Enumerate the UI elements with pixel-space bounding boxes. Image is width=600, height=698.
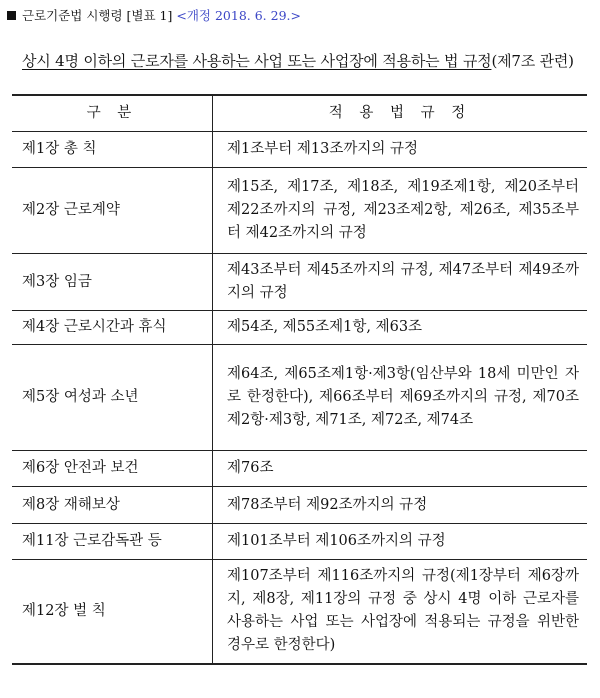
header-prefix: 근로기준법 시행령 [별표 1] <box>22 8 173 23</box>
black-square-icon <box>7 11 16 20</box>
table-row <box>12 132 587 168</box>
provisions-table <box>12 94 587 665</box>
chapter-cell: 제5장 여성과 소년 <box>12 345 213 451</box>
page-title <box>22 50 574 71</box>
table-row <box>12 487 587 524</box>
table-header-row <box>12 95 587 132</box>
provisions-cell: 제15조, 제17조, 제18조, 제19조제1항, 제20조부터 제22조까지의 규정, 제23조제2항, 제26조, 제35조부터 제42조까지의 규정 <box>213 168 588 254</box>
table-row <box>12 560 587 664</box>
provisions-cell: 제43조부터 제45조까지의 규정, 제47조부터 제49조까지의 규정 <box>213 254 588 311</box>
chapter-cell: 제8장 재해보상 <box>12 487 213 524</box>
column-header-category: 구 분 <box>12 95 213 132</box>
provisions-cell: 제107조부터 제116조까지의 규정(제1장부터 제6장까지, 제8장, 제11장의 규정 중 상시 4명 이하 근로자를 사용하는 사업 또는 사업장에 적용되는 규정을 위반한 경우로 한정한다) <box>213 560 588 664</box>
document-header <box>7 6 301 24</box>
title-main: 상시 4명 이하의 근로자를 사용하는 사업 또는 사업장에 적용하는 법 규정 <box>22 52 492 70</box>
table-row <box>12 311 587 345</box>
column-header-provisions: 적 용 법 규 정 <box>213 95 588 132</box>
chapter-cell: 제12장 벌 칙 <box>12 560 213 664</box>
table-row <box>12 254 587 311</box>
table-row <box>12 345 587 451</box>
chapter-cell: 제4장 근로시간과 휴식 <box>12 311 213 345</box>
provisions-cell: 제78조부터 제92조까지의 규정 <box>213 487 588 524</box>
table-row <box>12 168 587 254</box>
chapter-cell: 제3장 임금 <box>12 254 213 311</box>
table-row <box>12 524 587 560</box>
chapter-cell: 제11장 근로감독관 등 <box>12 524 213 560</box>
chapter-cell: 제1장 총 칙 <box>12 132 213 168</box>
revision-date: <개정 2018. 6. 29.> <box>176 8 301 23</box>
provisions-cell: 제54조, 제55조제1항, 제63조 <box>213 311 588 345</box>
chapter-cell: 제2장 근로계약 <box>12 168 213 254</box>
chapter-cell: 제6장 안전과 보건 <box>12 451 213 487</box>
provisions-cell: 제64조, 제65조제1항·제3항(임산부와 18세 미만인 자로 한정한다), 제66조부터 제69조까지의 규정, 제70조제2항·제3항, 제71조, 제72조, 제74조 <box>213 345 588 451</box>
table-row <box>12 451 587 487</box>
title-suffix: (제7조 관련) <box>491 52 574 70</box>
provisions-cell: 제76조 <box>213 451 588 487</box>
provisions-cell: 제101조부터 제106조까지의 규정 <box>213 524 588 560</box>
provisions-cell: 제1조부터 제13조까지의 규정 <box>213 132 588 168</box>
